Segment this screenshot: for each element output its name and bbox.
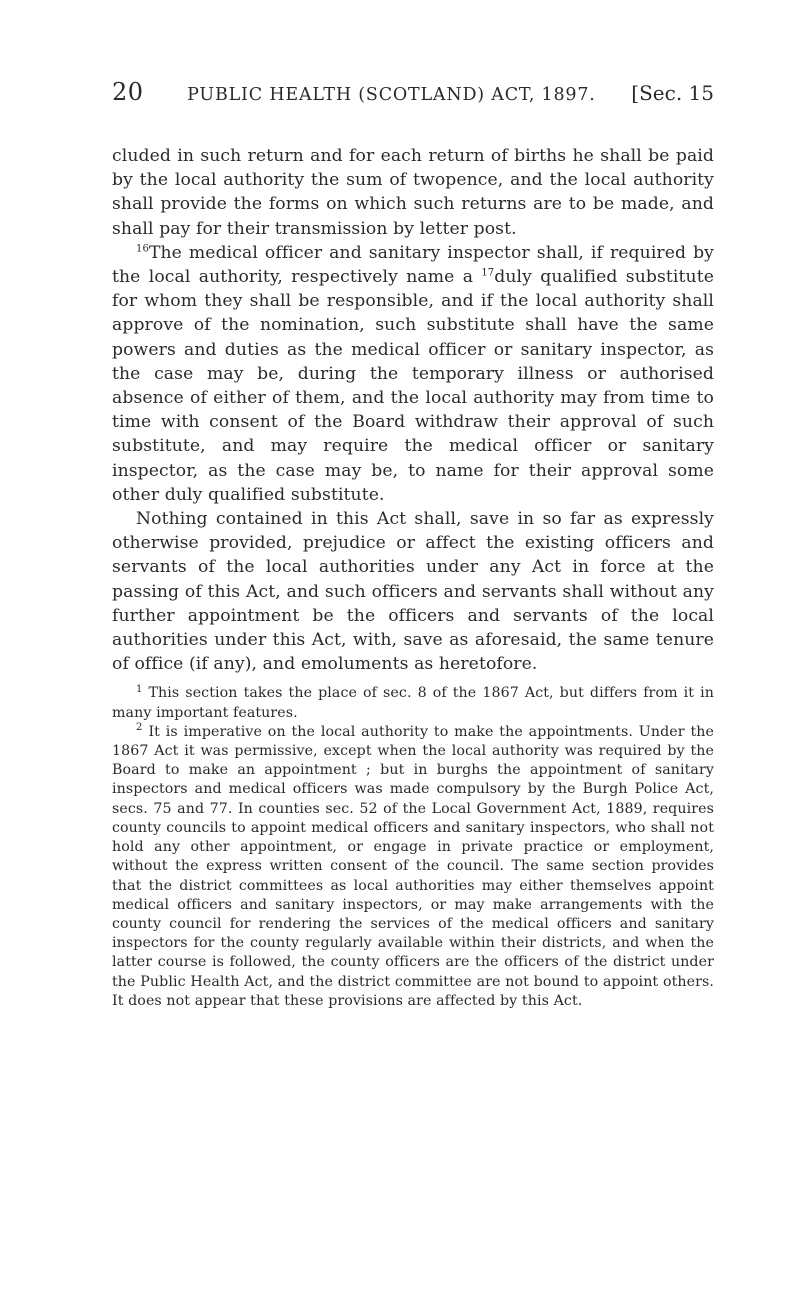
body-text	[112, 144, 714, 676]
footnote-number: 2	[136, 722, 143, 734]
footnote-text: It is imperative on the local authority to make the appointments. Under the 1867 Act it was permissive, except when the local authority was required by the Board to make an appointment ; but in burghs the appointment of sanitary inspectors and medical officers was made compulsory by the Burgh Police Act, secs. 75 and 77. In counties sec. 52 of the Local Government Act, 1889, requires county councils to appoint medical officers and sanitary inspectors, who shall not hold any other appointment, or engage in private practice or employment, without the express written consent of the council. The same section provides that the district committees as local authorities may either themselves appoint medical officers and sanitary inspectors, or may make arrangements with the county council for rendering the services of the medical officers and sanitary inspectors for the county regularly available within their districts, and when the latter course is followed, the county officers are the officers of the district under the Public Health Act, and the district committee are not bound to appoint others. It does not appear that these provisions are affected by this Act.	[112, 723, 714, 1009]
footnote-marker: 16	[136, 243, 149, 255]
footnote-number: 1	[136, 683, 143, 695]
running-header	[112, 78, 714, 114]
paragraph-text: The medical officer and sanitary inspector shall, if required by the local authority, respectively name a	[112, 242, 714, 288]
paragraph-text: Nothing contained in this Act shall, save in so far as expressly otherwise provided, prejudice or affect the existing officers and servants of the local authorities under any Act in force at the passing of this Act, and such officers and servants shall without any further appointment be the officers and servants of the local authorities under this Act, with, save as aforesaid, the same tenure of office (if any), and emoluments as heretofore.	[112, 509, 714, 675]
footnote-text: This section takes the place of sec. 8 of the 1867 Act, but differs from it in many important features.	[112, 685, 714, 721]
book-page	[112, 78, 714, 1011]
paragraph-text: cluded in such return and for each return of births he shall be paid by the local authority the sum of twopence, and the local authority shall provide the forms on which such returns are to be made, and shall pay for their transmission by letter post.	[112, 146, 714, 239]
footnotes	[112, 684, 714, 1010]
footnote	[112, 684, 714, 722]
footnote-marker: 17	[481, 267, 495, 279]
footnote	[112, 723, 714, 1011]
paragraph-continuation	[112, 144, 714, 241]
page-number: 20	[112, 78, 144, 106]
running-title: PUBLIC HEALTH (SCOTLAND) ACT, 1897.	[187, 85, 596, 105]
paragraph-existing-officers	[112, 507, 714, 676]
section-reference: [Sec. 15	[631, 81, 714, 105]
paragraph-text: duly qualified substitute for whom they shall be responsible, and if the local authority shall approve of the nomination, such substitute shall have the same powers and duties as the medical officer or sanitary inspector, as the case may be, during the temporary illness or authorised absence of either of them, and the local authority may from time to time with consent of the Board withdraw their approval of such substitute, and may require the medical officer or sanitary inspector, as the case may be, to name for their approval some other duly qualified substitute.	[112, 267, 714, 505]
paragraph-substitutes	[112, 241, 714, 507]
